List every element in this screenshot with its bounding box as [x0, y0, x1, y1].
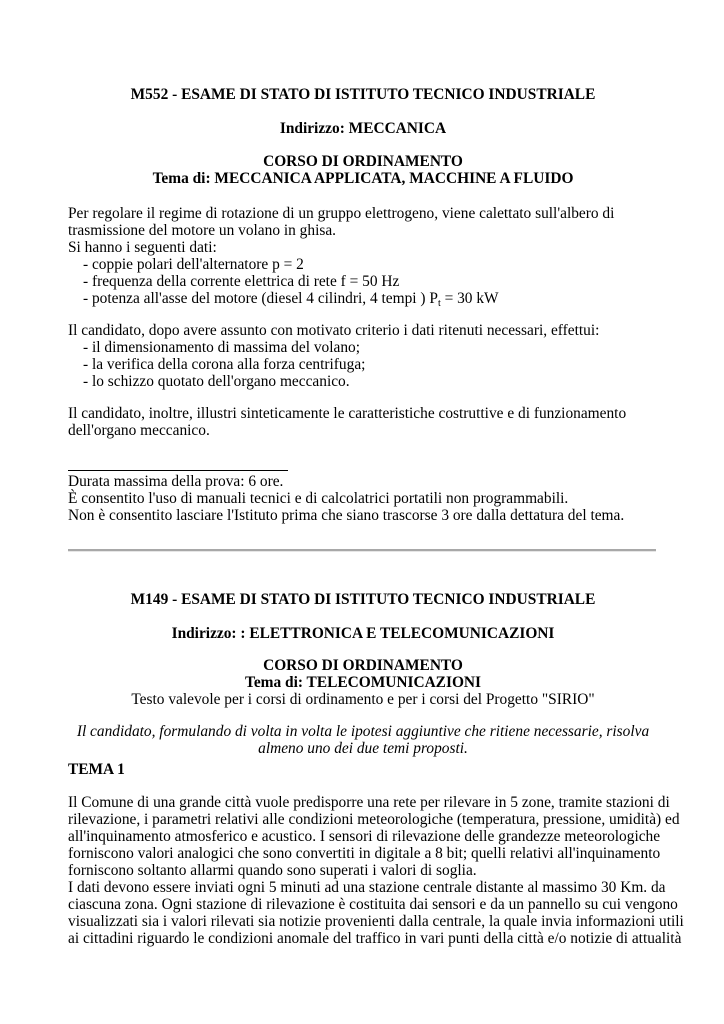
exam1-extra-line: dell'organo meccanico. [68, 422, 210, 439]
power-subscript: t [437, 298, 441, 309]
exam2-body-line: Il Comune di una grande città vuole predisporre una rete per rilevare in 5 zone, tramite stazioni di [68, 794, 670, 811]
exam1-note: Non è consentito lasciare l'Istituto prima che siano trascorse 3 ore dalla dettatura del tema. [68, 507, 625, 524]
exam1-task-intro: Il candidato, dopo avere assunto con motivato criterio i dati ritenuti necessari, effettui: [68, 322, 600, 339]
notes-separator-line [68, 470, 288, 471]
exam1-task-item: - la verifica della corona alla forza centrifuga; [83, 356, 366, 373]
exam1-intro-line: Si hanno i seguenti dati: [68, 239, 217, 256]
exam1-note: È consentito l'uso di manuali tecnici e di calcolatrici portatili non programmabili. [68, 490, 569, 507]
exam1-task-item: - il dimensionamento di massima del volano; [83, 339, 360, 356]
exam1-tema: Tema di: MECCANICA APPLICATA, MACCHINE A FLUIDO [152, 170, 574, 187]
exam1-corso: CORSO DI ORDINAMENTO [263, 153, 463, 170]
exam1-title: M552 - ESAME DI STATO DI ISTITUTO TECNICO INDUSTRIALE [130, 86, 596, 103]
section-divider [68, 549, 656, 552]
exam1-data-item: - coppie polari dell'alternatore p = 2 [83, 256, 304, 273]
exam1-data-item: - frequenza della corrente elettrica di rete f = 50 Hz [83, 273, 400, 290]
exam2-indirizzo: Indirizzo: : ELETTRONICA E TELECOMUNICAZIONI [171, 625, 555, 642]
exam2-body-line: visualizzati sia i valori rilevati sia notizie provenienti dalla centrale, la quale invia informazioni utili [68, 913, 684, 930]
exam1-task-item: - lo schizzo quotato dell'organo meccanico. [83, 373, 350, 390]
exam1-power-item: - potenza all'asse del motore (diesel 4 cilindri, 4 tempi ) $P_t = 30$ kW [83, 290, 499, 309]
exam2-tema-label: TEMA 1 [68, 761, 125, 778]
exam2-instruction-line: almeno uno dei due temi proposti. [258, 740, 468, 757]
exam1-intro-line: trasmissione del motore un volano in ghisa. [68, 222, 337, 239]
exam1-extra-line: Il candidato, inoltre, illustri sinteticamente le caratteristiche costruttive e di funzionamento [68, 405, 627, 422]
exam2-title: M149 - ESAME DI STATO DI ISTITUTO TECNICO INDUSTRIALE [130, 591, 596, 608]
exam2-body-line: rilevazione, i parametri relativi alle condizioni meteorologiche (temperatura, pressione, umidità) ed [68, 811, 680, 828]
exam2-body-line: ciascuna zona. Ogni stazione di rilevazione è costituita dai sensori e da un pannello su cui vengono [68, 896, 678, 913]
exam2-corso: CORSO DI ORDINAMENTO [263, 657, 463, 674]
exam2-body-line: I dati devono essere inviati ogni 5 minuti ad una stazione centrale distante al massimo 30 Km. da [68, 879, 666, 896]
exam1-intro-line: Per regolare il regime di rotazione di un gruppo elettrogeno, viene calettato sull'albero di [68, 205, 615, 222]
exam2-body-line: forniscono valori analogici che sono convertiti in digitale a 8 bit; quelli relativi all'inquinamento [68, 845, 661, 862]
exam1-indirizzo: Indirizzo: MECCANICA [279, 120, 447, 137]
exam2-instruction-line: Il candidato, formulando di volta in volta le ipotesi aggiuntive che ritiene necessarie, risolva [76, 723, 650, 740]
exam2-tema: Tema di: TELECOMUNICAZIONI [244, 674, 482, 691]
exam1-note: Durata massima della prova: 6 ore. [68, 473, 284, 490]
exam2-note: Testo valevole per i corsi di ordinamento e per i corsi del Progetto "SIRIO" [131, 691, 595, 708]
exam2-body-line: ai cittadini riguardo le condizioni anomale del traffico in vari punti della città e/o notizie di attualità [68, 930, 682, 947]
exam2-body-line: forniscono soltanto allarmi quando sono superati i valori di soglia. [68, 862, 477, 879]
exam2-body-line: all'inquinamento atmosferico e acustico. I sensori di rilevazione delle grandezze meteorologiche [68, 828, 661, 845]
